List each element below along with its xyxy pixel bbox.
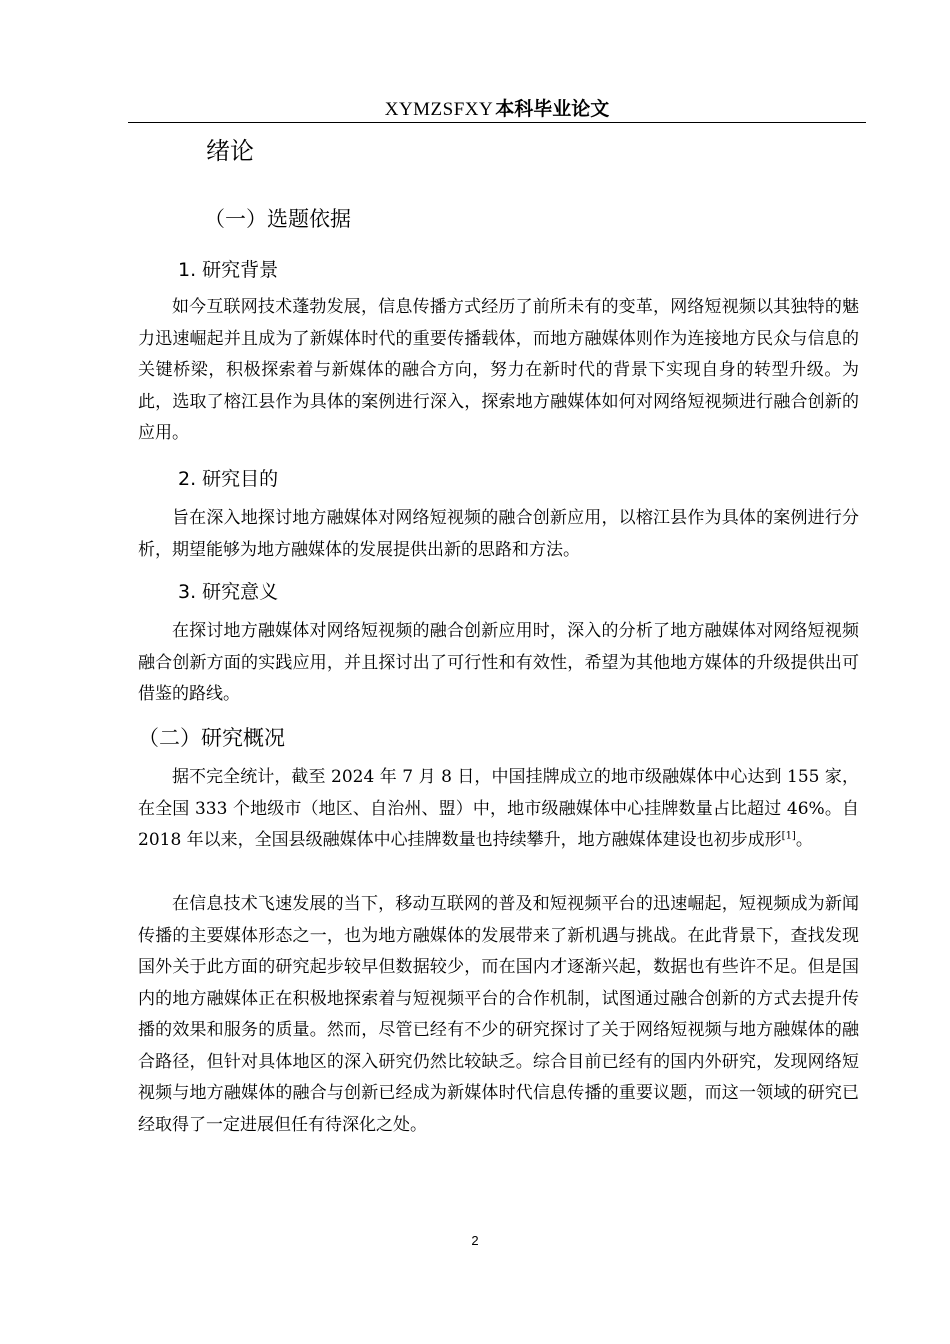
- subsection-title-purpose: 2. 研究目的: [178, 468, 279, 490]
- subsection-title-background: 1. 研究背景: [178, 259, 279, 281]
- paragraph-background: 如今互联网技术蓬勃发展，信息传播方式经历了前所未有的变革，网络短视频以其独特的魅力迅速崛起并且成为了新媒体时代的重要传播载体，而地方融媒体则作为连接地方民众与信息的关键桥梁，积极探索着与新媒体的融合方向，努力在新时代的背景下实现自身的转型升级。为此，选取了榕江县作为具体的案例进行深入，探索地方融媒体如何对网络短视频进行融合创新的应用。: [138, 297, 859, 443]
- page-number: 2: [471, 1233, 479, 1248]
- chapter-title: 绪论: [206, 137, 254, 165]
- header-rule: [128, 122, 866, 123]
- paragraph-significance: 在探讨地方融媒体对网络短视频的融合创新应用时，深入的分析了地方融媒体对网络短视频融合创新方面的实践应用，并且探讨出了可行性和有效性，希望为其他地方媒体的升级提供出可借鉴的路线。: [138, 621, 859, 704]
- paragraph-overview-stats: [138, 762, 859, 857]
- overview-stats-text: 据不完全统计，截至 2024 年 7 月 8 日，中国挂牌成立的地市级融媒体中心达到 155 家，在全国 333 个地级市（地区、自治州、盟）中，地市级融媒体中心挂牌数量占比超过 46%。自 2018 年以来，全国县级融媒体中心挂牌数量也持续攀升，地方融媒体建设也初步成形: [138, 767, 859, 850]
- section-title-basis: （一）选题依据: [204, 207, 351, 231]
- page-header: [128, 96, 866, 122]
- paragraph-purpose: 旨在深入地探讨地方融媒体对网络短视频的融合创新应用，以榕江县作为具体的案例进行分析，期望能够为地方融媒体的发展提供出新的思路和方法。: [138, 508, 859, 560]
- paragraph-overview-research: 在信息技术飞速发展的当下，移动互联网的普及和短视频平台的迅速崛起，短视频成为新闻传播的主要媒体形态之一，也为地方融媒体的发展带来了新机遇与挑战。在此背景下，查找发现国外关于此方面的研究起步较早但数据较少，而在国内才逐渐兴起，数据也有些许不足。但是国内的地方融媒体正在积极地探索着与短视频平台的合作机制，试图通过融合创新的方式去提升传播的效果和服务的质量。然而，尽管已经有不少的研究探讨了关于网络短视频与地方融媒体的融合路径，但针对具体地区的深入研究仍然比较缺乏。综合目前已经有的国内外研究，发现网络短视频与地方融媒体的融合与创新已经成为新媒体时代信息传播的重要议题，而这一领域的研究已经取得了一定进展但任有待深化之处。: [138, 894, 859, 1135]
- section-title-overview: （二）研究概况: [138, 726, 285, 750]
- header-thesis-label: 本科毕业论文: [495, 98, 610, 120]
- subsection-title-significance: 3. 研究意义: [178, 581, 279, 603]
- header-school-code: XYMZSFXY: [384, 99, 494, 120]
- overview-stats-end: 。: [795, 830, 813, 850]
- citation-ref: [1]: [781, 830, 796, 842]
